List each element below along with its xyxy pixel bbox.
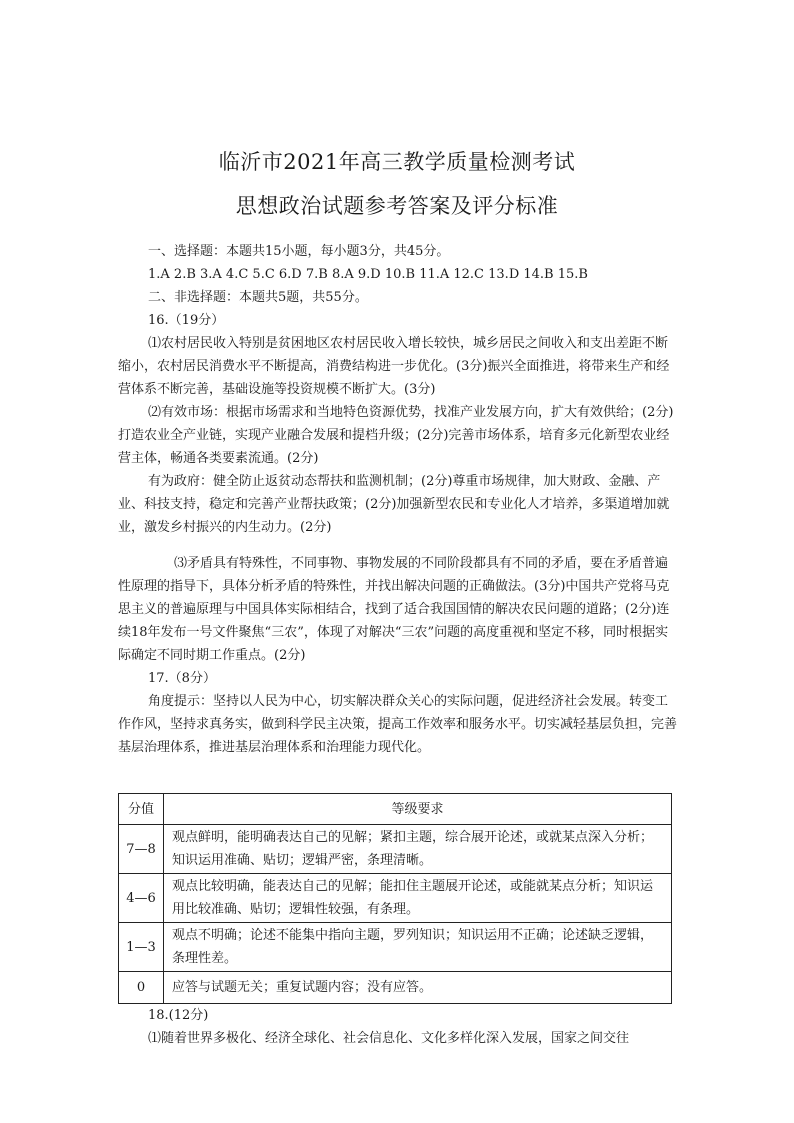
table-row bbox=[119, 923, 672, 972]
level-header: 等级要求 bbox=[164, 794, 672, 825]
q16-part2-government: 有为政府：健全防止返贫动态帮扶和监测机制；(2分)尊重市场规律，加大财政、金融、产业、科技支持，稳定和完善产业帮扶政策；(2分)加强新型农民和专业化人才培养，多渠道增加就业，激发乡村振兴的内生动力。(2分) bbox=[118, 474, 670, 535]
q16-part2: ⑵有效市场：根据市场需求和当地特色资源优势，找准产业发展方向，扩大有效供给；(2分)打造农业全产业链，实现产业融合发展和提档升级；(2分)完善市场体系，培育多元化新型农业经营主体，畅通各类要素流通。(2分) bbox=[118, 405, 674, 466]
q17-label: 17.（8分） bbox=[148, 671, 216, 686]
level-cell: 应答与试题无关；重复试题内容；没有应答。 bbox=[164, 972, 672, 1004]
page-title: 临沂市2021年高三教学质量检测考试 bbox=[218, 150, 576, 174]
table-row bbox=[119, 874, 672, 923]
q16-label: 16.（19分） bbox=[148, 313, 225, 328]
rubric-header-row bbox=[119, 794, 672, 825]
score-cell: 7—8 bbox=[119, 825, 164, 874]
q17-hint: 角度提示：坚持以人民为中心，切实解决群众关心的实际问题，促进经济社会发展。转变工作作风，坚持求真务实，做到科学民主决策，提高工作效率和服务水平。切实减轻基层负担，完善基层治理体系，推进基层治理体系和治理能力现代化。 bbox=[118, 694, 678, 755]
q18-part1: ⑴随着世界多极化、经济全球化、社会信息化、文化多样化深入发展，国家之间交往 bbox=[148, 1031, 630, 1046]
score-header: 分值 bbox=[119, 794, 164, 825]
score-cell: 4—6 bbox=[119, 874, 164, 923]
score-cell: 0 bbox=[119, 972, 164, 1004]
level-cell: 观点鲜明，能明确表达自己的见解；紧扣主题，综合展开论述，或就某点深入分析；知识运用准确、贴切；逻辑严密，条理清晰。 bbox=[164, 825, 672, 874]
rubric-table bbox=[118, 793, 672, 1004]
choice-answers: 1.A 2.B 3.A 4.C 5.C 6.D 7.B 8.A 9.D 10.B 11.A 12.C 13.D 14.B 15.B bbox=[148, 267, 588, 282]
score-cell: 1—3 bbox=[119, 923, 164, 972]
level-cell: 观点比较明确，能表达自己的见解；能扣住主题展开论述，或能就某点分析；知识运用比较准确、贴切；逻辑性较强，有条理。 bbox=[164, 874, 672, 923]
page-subtitle: 思想政治试题参考答案及评分标准 bbox=[235, 194, 559, 218]
section2-heading: 二、非选择题：本题共5题，共55分。 bbox=[148, 290, 368, 305]
table-row bbox=[119, 825, 672, 874]
answer-body bbox=[118, 240, 678, 1050]
section1-heading: 一、选择题：本题共15小题，每小题3分，共45分。 bbox=[148, 244, 450, 259]
table-row bbox=[119, 972, 672, 1004]
q16-part1: ⑴农村居民收入特别是贫困地区农村居民收入增长较快，城乡居民之间收入和支出差距不断缩小，农村居民消费水平不断提高，消费结构进一步优化。(3分)振兴全面推进，将带来生产和经营体系不断完善，基础设施等投资规模不断扩大。(3分) bbox=[118, 336, 670, 397]
q16-part3: ⑶矛盾具有特殊性，不同事物、事物发展的不同阶段都具有不同的矛盾，要在矛盾普遍性原理的指导下，具体分析矛盾的特殊性，并找出解决问题的正确做法。(3分)中国共产党将马克思主义的普遍原理与中国具体实际相结合，找到了适合我国国情的解决农民问题的道路；(2分)连续18年发布一号文件聚焦“三农”，体现了对解决“三农”问题的高度重视和坚定不移，同时根据实际确定不同时期工作重点。(2分) bbox=[118, 556, 670, 663]
level-cell: 观点不明确；论述不能集中指向主题，罗列知识；知识运用不正确；论述缺乏逻辑，条理性差。 bbox=[164, 923, 672, 972]
q18-label: 18.(12分) bbox=[148, 1008, 209, 1023]
